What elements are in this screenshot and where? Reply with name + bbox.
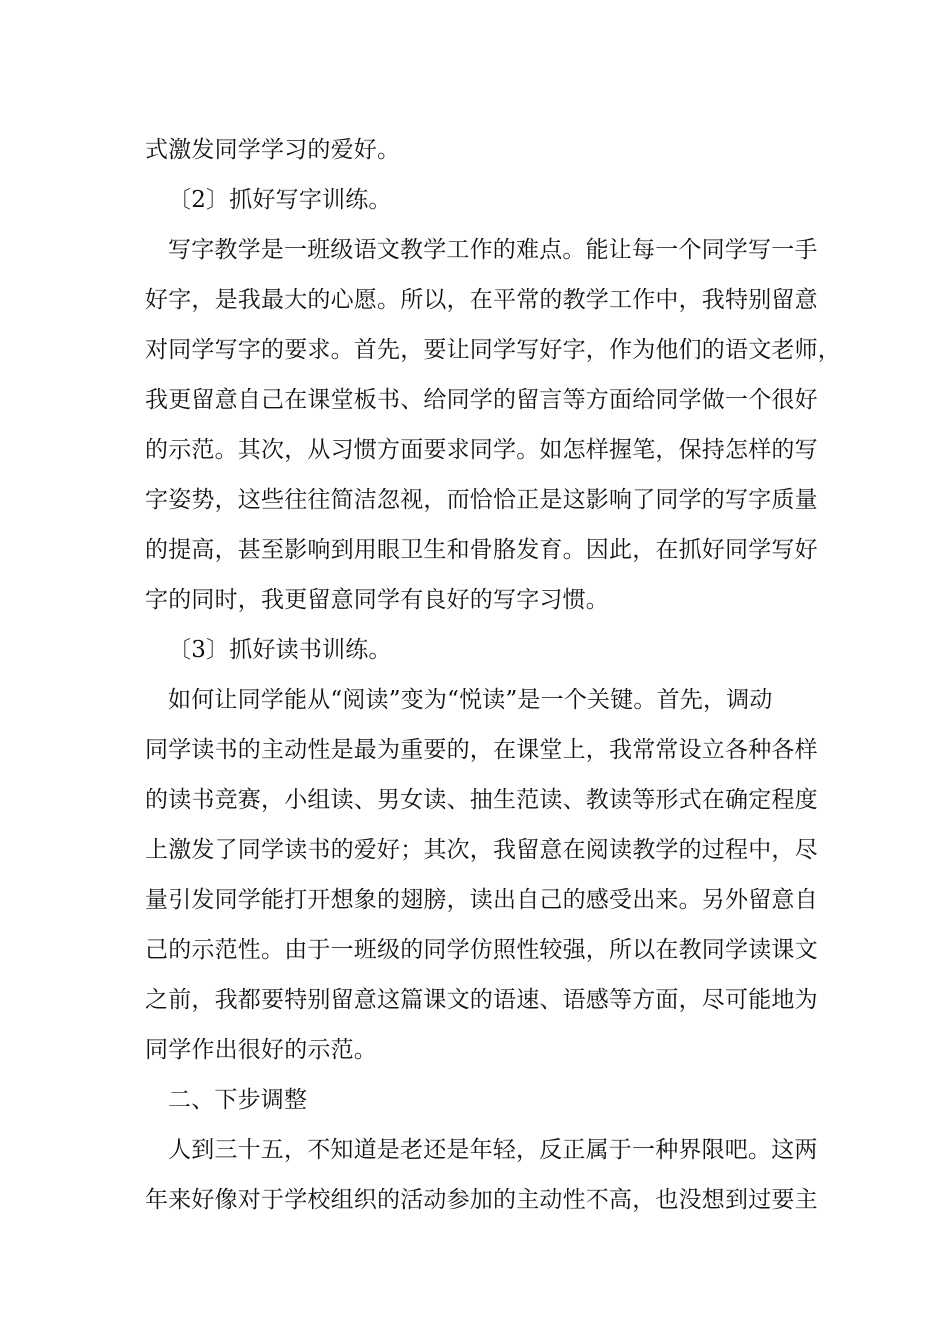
section-heading: 二、下步调整: [168, 1087, 308, 1113]
text-line: 好字，是我最大的心愿。所以，在平常的教学工作中，我特别留意: [145, 287, 818, 313]
text-line: 年来好像对于学校组织的活动参加的主动性不高，也没想到过要主: [145, 1187, 818, 1213]
text-line: 同学读书的主动性是最为重要的，在课堂上，我常常设立各种各样: [145, 737, 818, 763]
text-line: 同学作出很好的示范。: [145, 1037, 377, 1063]
section-heading: 〔3〕抓好读书训练。: [168, 637, 392, 663]
text-line: 字姿势，这些往往简洁忽视，而恰恰正是这影响了同学的写字质量: [145, 487, 818, 513]
text-line: 的提高，甚至影响到用眼卫生和骨胳发育。因此，在抓好同学写好: [145, 537, 818, 563]
text-line: 如何让同学能从“阅读”变为“悦读”是一个关键。首先，调动: [168, 687, 773, 713]
text-line: 量引发同学能打开想象的翅膀，读出自己的感受出来。另外留意自: [145, 887, 818, 913]
text-line: 对同学写字的要求。首先，要让同学写好字，作为他们的语文老师，: [145, 337, 841, 363]
text-line: 人到三十五，不知道是老还是年轻，反正属于一种界限吧。这两: [168, 1137, 818, 1163]
text-line: 上激发了同学读书的爱好；其次，我留意在阅读教学的过程中，尽: [145, 837, 818, 863]
text-line: 字的同时，我更留意同学有良好的写字习惯。: [145, 587, 609, 613]
section-heading: 〔2〕抓好写字训练。: [168, 187, 392, 213]
text-line: 己的示范性。由于一班级的同学仿照性较强，所以在教同学读课文: [145, 937, 818, 963]
text-line: 式激发同学学习的爱好。: [145, 137, 401, 163]
text-line: 之前，我都要特别留意这篇课文的语速、语感等方面，尽可能地为: [145, 987, 818, 1013]
text-line: 的示范。其次，从习惯方面要求同学。如怎样握笔，保持怎样的写: [145, 437, 818, 463]
text-line: 写字教学是一班级语文教学工作的难点。能让每一个同学写一手: [168, 237, 818, 263]
text-line: 的读书竞赛，小组读、男女读、抽生范读、教读等形式在确定程度: [145, 787, 818, 813]
text-line: 我更留意自己在课堂板书、给同学的留言等方面给同学做一个很好: [145, 387, 818, 413]
